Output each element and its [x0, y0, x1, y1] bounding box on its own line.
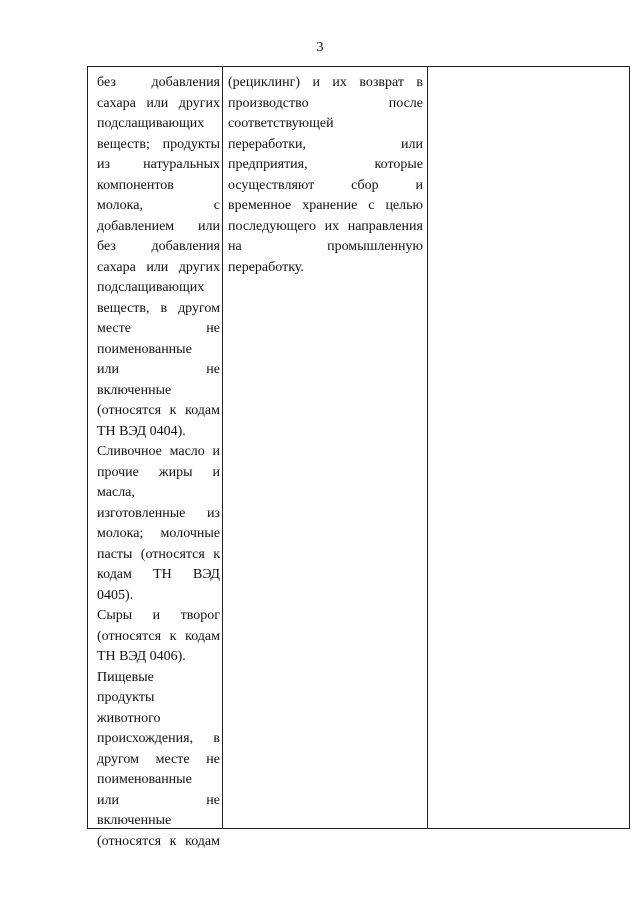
word: целью	[385, 198, 423, 213]
word: временное	[228, 198, 292, 213]
word: к	[169, 833, 177, 849]
text-line: 0405).	[97, 587, 134, 603]
word: других	[178, 95, 220, 111]
word: масло	[169, 444, 205, 459]
word: кодам	[185, 833, 220, 849]
word: и	[212, 444, 220, 459]
text-line	[97, 504, 220, 525]
word: месте	[97, 321, 131, 336]
word: их	[332, 75, 347, 90]
text-line	[97, 606, 220, 627]
text-line: компонентов	[97, 177, 174, 193]
word: добавления	[151, 75, 220, 90]
word: Сливочное	[97, 444, 162, 459]
text-line	[97, 442, 220, 463]
text-line: поименованные	[97, 772, 192, 787]
text-line	[97, 565, 220, 586]
text-line	[97, 155, 220, 176]
word: молока,	[97, 198, 143, 213]
word: к	[169, 403, 177, 418]
text-line	[228, 94, 423, 115]
word: (относятся	[97, 403, 162, 418]
word: происхождения,	[97, 731, 194, 746]
content-table	[87, 66, 630, 849]
text-line	[97, 135, 220, 156]
page-number: 3	[316, 40, 324, 55]
column-divider-2	[427, 67, 428, 828]
text-line	[97, 729, 220, 750]
word: (относятся	[140, 546, 205, 562]
text-line: переработку.	[228, 259, 304, 275]
word: кодам	[185, 403, 220, 418]
word: других	[178, 259, 220, 275]
text-line: продукты	[97, 690, 155, 705]
text-line	[97, 401, 220, 422]
text-line	[97, 832, 220, 853]
word: или	[97, 362, 119, 377]
text-line	[97, 627, 220, 648]
word: к	[213, 546, 220, 562]
word: с	[213, 198, 220, 213]
word: после	[388, 95, 423, 111]
word: другом	[178, 300, 220, 316]
text-line	[97, 463, 220, 484]
text-line	[97, 94, 220, 115]
word: веществ;	[97, 136, 150, 152]
word: добавлением	[97, 218, 175, 234]
text-line	[228, 135, 423, 156]
column-divider-1	[222, 67, 223, 828]
word: в	[416, 75, 423, 90]
word: в	[160, 300, 168, 316]
word: из	[206, 505, 220, 521]
word: добавления	[151, 239, 220, 254]
text-line	[97, 299, 220, 320]
word: веществ,	[97, 300, 150, 316]
word: последующего	[228, 218, 317, 234]
word: продукты	[162, 136, 220, 152]
word: творог	[180, 608, 220, 623]
text-line	[97, 524, 220, 545]
text-line	[97, 114, 220, 135]
text-line	[228, 237, 423, 258]
word: не	[206, 751, 220, 767]
word: натуральных	[143, 157, 220, 172]
text-line	[97, 791, 220, 812]
text-line	[97, 545, 220, 566]
text-line: животного	[97, 710, 161, 726]
word: производство	[228, 95, 309, 111]
text-line	[97, 196, 220, 217]
word: или	[146, 259, 169, 275]
word: или	[198, 218, 220, 234]
text-line	[228, 73, 423, 94]
word: с	[368, 198, 375, 213]
text-line: Пищевые	[97, 669, 154, 685]
text-line: масла,	[97, 485, 135, 500]
text-line	[97, 217, 220, 238]
word: в	[213, 731, 220, 746]
word: хранение	[302, 198, 358, 213]
word: сахара	[97, 259, 136, 275]
word: прочие	[97, 464, 139, 480]
word: Сыры	[97, 608, 133, 623]
text-line	[97, 73, 220, 94]
word: и	[312, 75, 320, 90]
word: изготовленные	[97, 505, 186, 521]
word: переработки,	[228, 136, 306, 152]
word: на	[228, 239, 242, 254]
text-line: включенные	[97, 382, 172, 398]
word: другом	[97, 751, 139, 767]
text-line	[97, 258, 220, 279]
word: сбор	[351, 177, 379, 193]
word: предприятия,	[228, 157, 308, 172]
text-line: ТН ВЭД 0406).	[97, 649, 186, 664]
word: жиры	[158, 464, 193, 480]
text-line	[228, 196, 423, 217]
recycling-description-cell	[228, 73, 423, 278]
word: (рециклинг)	[228, 75, 301, 90]
word: месте	[155, 751, 190, 767]
word: пасты	[97, 546, 133, 562]
word: или	[146, 95, 169, 111]
word: подслащивающих	[97, 116, 205, 131]
text-line	[228, 155, 423, 176]
word: молочные	[160, 526, 220, 541]
text-line: ТН ВЭД 0404).	[97, 423, 186, 439]
word: которые	[374, 157, 423, 172]
word: осуществляют	[228, 177, 315, 193]
word: без	[97, 75, 116, 90]
word: или	[97, 792, 119, 808]
word: не	[206, 362, 220, 377]
text-line	[97, 360, 220, 381]
word: не	[206, 321, 220, 336]
text-line: включенные	[97, 813, 172, 828]
word: к	[169, 628, 177, 644]
text-line	[228, 176, 423, 197]
word: (относятся	[97, 833, 162, 849]
word: и	[415, 177, 423, 193]
word: кодам	[185, 628, 220, 644]
word: сахара	[97, 95, 136, 111]
word: и	[212, 464, 220, 480]
goods-description-cell	[97, 73, 220, 852]
text-line	[97, 237, 220, 258]
text-line	[97, 750, 220, 771]
word: молока;	[97, 526, 144, 541]
text-line: подслащивающих	[97, 280, 205, 295]
word: и	[152, 608, 161, 623]
word: ТН	[153, 567, 172, 582]
word: без	[97, 239, 116, 254]
word: направления	[347, 218, 423, 234]
word: возврат	[359, 75, 404, 90]
word: из	[97, 157, 111, 172]
word: кодам	[97, 567, 132, 582]
word: не	[206, 792, 220, 808]
word: (относятся	[97, 628, 162, 644]
word: или	[401, 136, 423, 152]
word: промышленную	[327, 239, 423, 254]
text-line: поименованные	[97, 341, 192, 357]
text-line: соответствующей	[228, 116, 334, 131]
text-line	[228, 217, 423, 238]
text-line	[97, 319, 220, 340]
word: ВЭД	[193, 567, 220, 582]
word: их	[324, 218, 340, 234]
